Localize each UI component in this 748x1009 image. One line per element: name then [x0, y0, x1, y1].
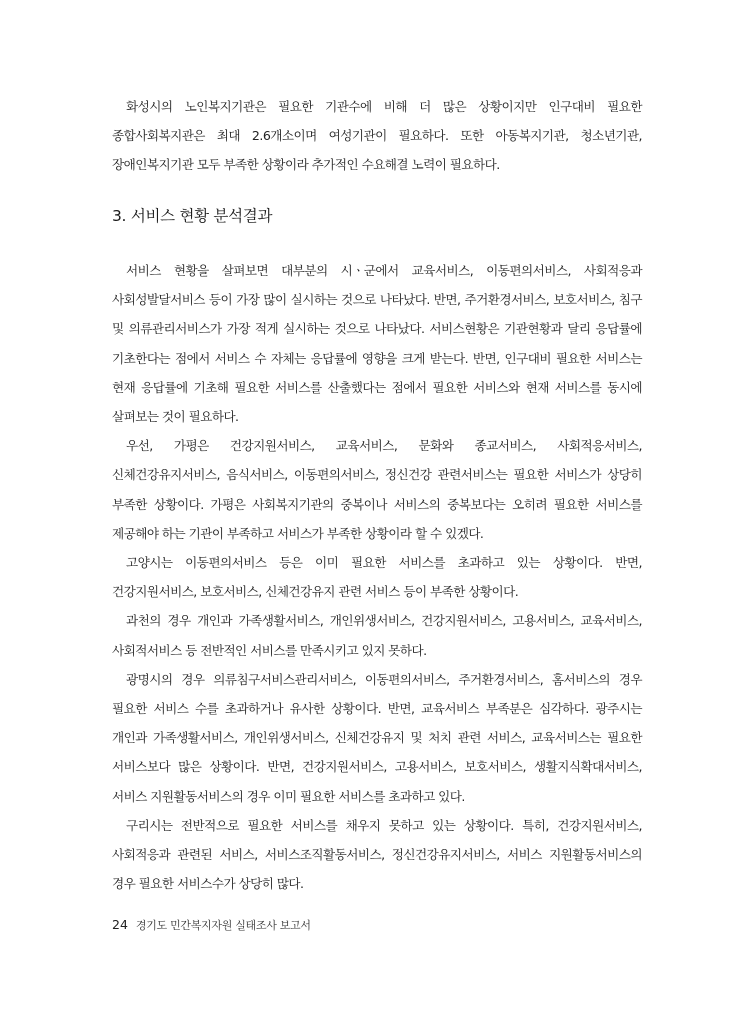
body-paragraph-overview: 서비스 현황을 살펴보면 대부분의 시ㆍ군에서 교육서비스, 이동편의서비스, 사회적응과 사회성발달서비스 등이 가장 많이 실시하는 것으로 나타났다. 반면, 주거환경서비스, 보호서비스, 침구 및 의류관리서비스가 가장 적게 실시하는 것으로 나타났다. 서비스현황은 기관현황과 달리 응답률에 기초한다는 점에서 서비스 수 자체는 응답률에 영향을 크게 받는다. 반면, 인구대비 필요한 서비스는 현재 응답률에 기초해 필요한 서비스를 산출했다는 점에서 필요한 서비스와 현재 서비스를 동시에 살펴보는 것이 필요하다.: [112, 263, 642, 425]
body-paragraph-gapyeong: 우선, 가평은 건강지원서비스, 교육서비스, 문화와 종교서비스, 사회적응서비스, 신체건강유지서비스, 음식서비스, 이동편의서비스, 정신건강 관련서비스는 필요한 서비스가 상당히 부족한 상황이다. 가평은 사회복지기관의 중복이나 서비스의 중복보다는 오히려 필요한 서비스를 제공해야 하는 기관이 부족하고 서비스가 부족한 상황이라 할 수 있겠다.: [112, 438, 642, 541]
body-paragraph-gwacheon: 과천의 경우 개인과 가족생활서비스, 개인위생서비스, 건강지원서비스, 고용서비스, 교육서비스, 사회적서비스 등 전반적인 서비스를 만족시키고 있지 못하다.: [112, 613, 642, 658]
intro-paragraph: 화성시의 노인복지기관은 필요한 기관수에 비해 더 많은 상황이지만 인구대비 필요한 종합사회복지관은 최대 2.6개소이며 여성기관이 필요하다. 또한 아동복지기관, 청소년기관, 장애인복지기관 모두 부족한 상황이라 추가적인 수요해결 노력이 필요하다.: [112, 99, 642, 173]
body-paragraph-goyang: 고양시는 이동편의서비스 등은 이미 필요한 서비스를 초과하고 있는 상황이다. 반면, 건강지원서비스, 보호서비스, 신체건강유지 관련 서비스 등이 부족한 상황이다.: [112, 555, 642, 600]
body-paragraph-gwangmyeong-gwangju: 광명시의 경우 의류침구서비스관리서비스, 이동편의서비스, 주거환경서비스, 홈서비스의 경우 필요한 서비스 수를 초과하거나 유사한 상황이다. 반면, 교육서비스 부족분은 심각하다. 광주시는 개인과 가족생활서비스, 개인위생서비스, 신체건강유지 및 처치 관련 서비스, 교육서비스는 필요한 서비스보다 많은 상황이다. 반면, 건강지원서비스, 고용서비스, 보호서비스, 생활지식확대서비스, 서비스 지원활동서비스의 경우 이미 필요한 서비스를 초과하고 있다.: [112, 671, 642, 804]
body-paragraph-guri: 구리시는 전반적으로 필요한 서비스를 채우지 못하고 있는 상황이다. 특히, 건강지원서비스, 사회적응과 관련된 서비스, 서비스조직활동서비스, 정신건강유지서비스, 서비스 지원활동서비스의 경우 필요한 서비스수가 상당히 많다.: [112, 817, 642, 892]
report-title: 경기도 민간복지자원 실태조사 보고서: [135, 919, 311, 932]
page-footer: [112, 918, 311, 933]
section-body: [112, 256, 642, 898]
section-heading: 3. 서비스 현황 분석결과: [112, 207, 273, 225]
intro-text-block: [112, 92, 642, 180]
page-number: 24: [112, 917, 128, 932]
